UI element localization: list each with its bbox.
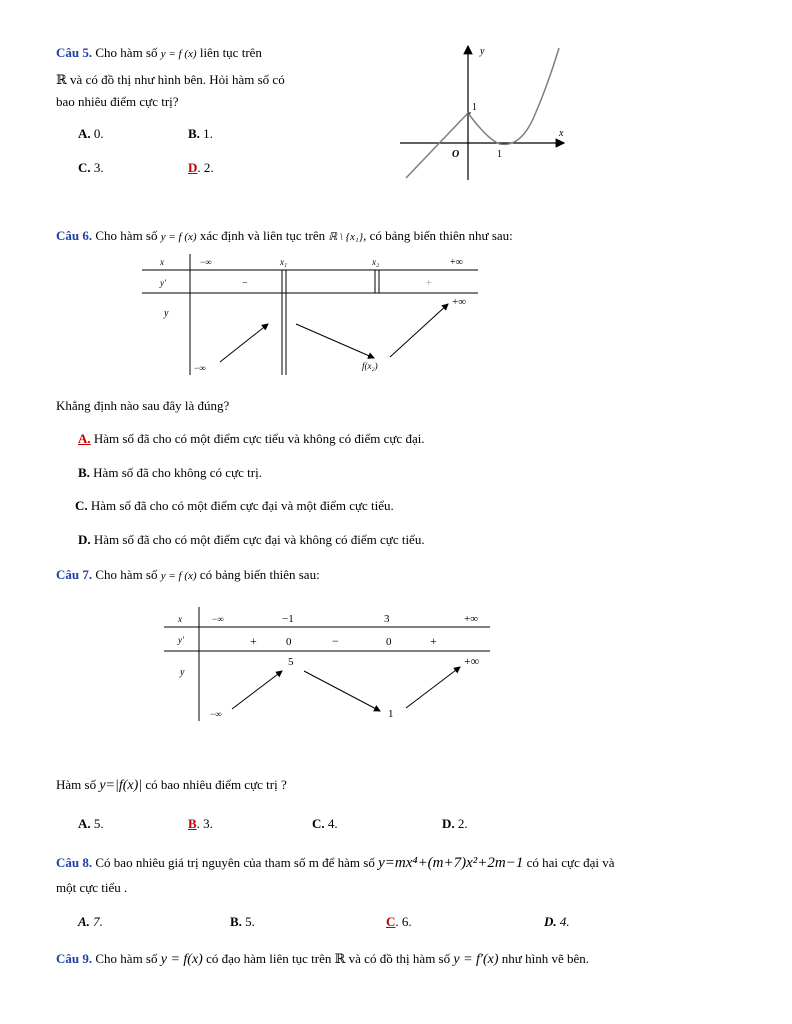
q7-x-pos-inf: +∞ <box>464 613 479 625</box>
q8-option-b: B. 5. <box>230 914 255 929</box>
q7-x-neg1: −1 <box>282 613 294 625</box>
q6-x2: x₂ <box>372 257 380 267</box>
q6-variation-table <box>140 250 485 380</box>
q5-label: Câu 5. <box>56 45 93 60</box>
svg-text:y': y' <box>178 635 184 645</box>
q7-sign-zero-1: 0 <box>286 636 292 648</box>
q8-line1: Câu 8. Có bao nhiêu giá trị nguyên của tham số m để hàm số y=mx⁴+(m+7)x²+2m−1 có hai cực đại và <box>56 855 615 871</box>
q8-option-d: D. 4. <box>544 914 570 929</box>
q6-sign-1: − <box>242 278 248 289</box>
q6-option-a: A. Hàm số đã cho có một điểm cực tiểu và không có điểm cực đại. <box>78 431 425 446</box>
q8-label: Câu 8. <box>56 855 93 870</box>
q9-func2: y = f′(x) <box>453 952 499 967</box>
q7-option-b: B. 3. <box>188 816 213 831</box>
q7-line1: Câu 7. Cho hàm số y = f (x) có bảng biến thiên sau: <box>56 567 320 582</box>
q5-graph <box>396 40 576 186</box>
svg-text:x: x <box>178 614 182 624</box>
y-axis-label: y <box>480 46 485 57</box>
q6-label: Câu 6. <box>56 228 93 243</box>
q7-option-a: A. 5. <box>78 816 104 831</box>
svg-text:y': y' <box>160 278 166 288</box>
q6-x1: x₁ <box>280 257 288 267</box>
q6-y-pos-inf: +∞ <box>452 296 467 308</box>
svg-text:x: x <box>160 257 164 267</box>
q6-option-b: B. Hàm số đã cho không có cực trị. <box>78 465 262 480</box>
q6-line1: Câu 6. Cho hàm số y = f (x) xác định và liên tục trên ℝ \ {x₁}, có bảng biến thiên như sau: <box>56 228 513 243</box>
tick-y-1: 1 <box>472 102 477 113</box>
q5-option-b: B. 1. <box>188 126 213 141</box>
q6-option-c: C. Hàm số đã cho có một điểm cực đại và một điểm cực tiểu. <box>75 498 394 513</box>
q6-prompt: Khẳng định nào sau đây là đúng? <box>56 398 230 413</box>
q7-y-pos-inf: +∞ <box>464 654 480 668</box>
q7-label: Câu 7. <box>56 567 93 582</box>
q6-y-neg-inf: −∞ <box>194 363 206 373</box>
q5-text3: ℝ và có đồ thị như hình bên. Hỏi hàm số có <box>56 72 285 87</box>
q6-y-fx2: f(x₂) <box>362 361 378 371</box>
q8-text3: một cực tiểu . <box>56 880 128 895</box>
q9-line1: Câu 9. Cho hàm số y = f(x) có đạo hàm liên tục trên ℝ và có đồ thị hàm số y = f′(x) như hình vẽ bên. <box>56 951 589 967</box>
q7-func: y = f (x) <box>160 570 197 582</box>
q6-domain: ℝ \ {x₁} <box>328 231 364 243</box>
q9-func: y = f(x) <box>160 952 203 967</box>
q6-x-pos-inf: +∞ <box>450 257 463 268</box>
q5-option-c: C. 3. <box>78 160 104 175</box>
q7-option-c: C. 4. <box>312 816 338 831</box>
q7-y-1: 1 <box>388 708 394 720</box>
q7-func2: y=|f(x)| <box>99 778 143 793</box>
q5-line1 <box>56 45 262 62</box>
q7-x-3: 3 <box>384 613 390 625</box>
q6-sign-2: + <box>426 278 432 289</box>
q5-text2: liên tục trên <box>199 45 262 60</box>
function-curve <box>406 48 559 178</box>
svg-text:y: y <box>164 308 169 319</box>
q5-func: y = f (x) <box>160 48 197 60</box>
q8-option-c: C. 6. <box>386 914 412 929</box>
q5-text1: Cho hàm số <box>95 45 158 60</box>
q9-label: Câu 9. <box>56 951 93 966</box>
q5-option-d: D. 2. <box>188 160 214 175</box>
origin-label: O <box>452 149 460 160</box>
tick-x-1: 1 <box>497 149 502 160</box>
x-axis-label: x <box>559 128 564 139</box>
q7-sign-plus-2: + <box>430 634 437 648</box>
q5-text4: bao nhiêu điểm cực trị? <box>56 94 179 109</box>
q7-variation-table <box>162 605 492 723</box>
q6-func: y = f (x) <box>160 231 197 243</box>
q6-x-neg-inf: −∞ <box>200 257 212 267</box>
q7-y-5: 5 <box>288 656 294 668</box>
q7-line2: Hàm số y=|f(x)| có bao nhiêu điểm cực trị ? <box>56 777 287 793</box>
q7-sign-zero-2: 0 <box>386 636 392 648</box>
q8-option-a: A. 7. <box>78 914 103 929</box>
q5-option-a: A. 0. <box>78 126 104 141</box>
q7-x-neg-inf: −∞ <box>212 614 224 624</box>
svg-text:y: y <box>180 667 185 678</box>
q6-option-d: D. Hàm số đã cho có một điểm cực đại và không có điểm cực tiểu. <box>78 532 425 547</box>
q8-func: y=mx⁴+(m+7)x²+2m−1 <box>378 855 524 871</box>
q7-y-neg-inf: −∞ <box>210 709 222 719</box>
q7-sign-plus-1: + <box>250 634 257 648</box>
q7-option-d: D. 2. <box>442 816 468 831</box>
q7-sign-minus: − <box>332 634 339 648</box>
